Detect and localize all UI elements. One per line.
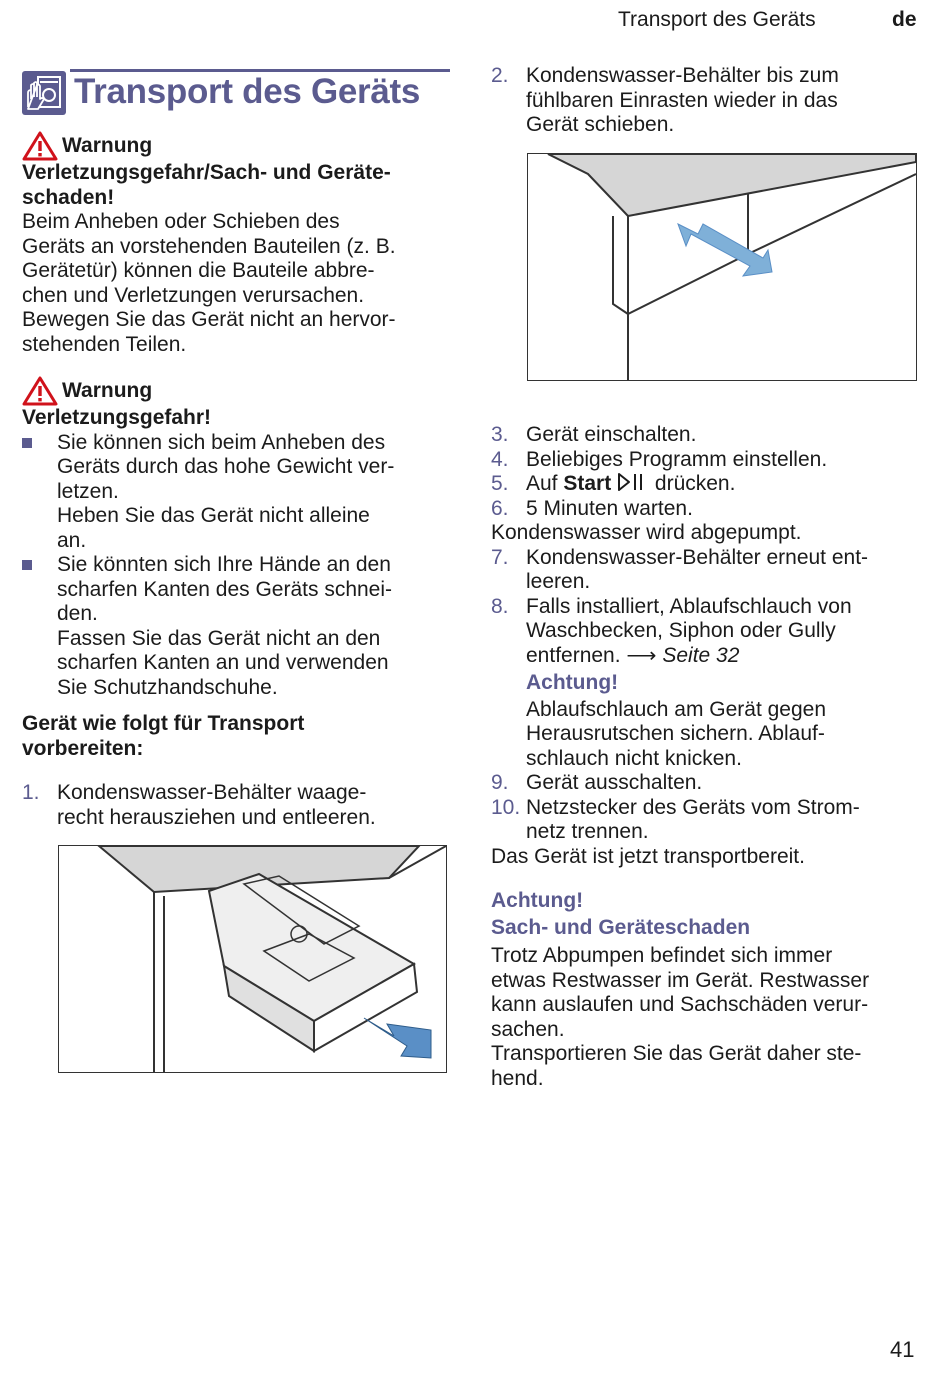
- text-line: Gerät schieben.: [526, 113, 675, 136]
- warning-block-2: [22, 376, 462, 700]
- step-5: [491, 472, 931, 497]
- step-10: [491, 796, 931, 845]
- text-line: leeren.: [526, 570, 591, 593]
- text-line: etwas Restwasser im Gerät. Restwasser: [491, 968, 870, 992]
- start-label: Start: [563, 472, 612, 495]
- text-line: sachen.: [491, 1017, 565, 1041]
- text-line: fühlbaren Einrasten wieder in das: [526, 88, 838, 112]
- final-result: Das Gerät ist jetzt transportbereit.: [491, 844, 805, 868]
- page-reference-link[interactable]: Seite 32: [662, 643, 740, 667]
- step-7: [491, 546, 931, 595]
- text-line: vorbereiten:: [22, 736, 144, 760]
- bullet-square: [22, 438, 32, 448]
- text-line: stehenden Teilen.: [22, 332, 187, 356]
- step-2: [491, 64, 931, 138]
- attention-label: Achtung!: [526, 671, 619, 694]
- warning-block-1: [22, 131, 462, 357]
- text-line: Geräts an vorstehenden Bauteilen (z. B.: [22, 234, 396, 258]
- warning-heading: Verletzungsgefahr/Sach- und Geräte-: [22, 161, 391, 184]
- step-6: [491, 497, 931, 522]
- bullet-item: [22, 553, 462, 700]
- warning-text: [22, 210, 462, 357]
- warning-heading: schaden!: [22, 185, 115, 209]
- figure-drawer-push-in: [527, 153, 917, 381]
- warning-label-row: [22, 376, 462, 406]
- figure-drawer-pull-out: [58, 845, 447, 1073]
- caution-heading: Sach- und Geräteschaden: [491, 915, 751, 939]
- text-line: Ablaufschlauch am Gerät gegen: [526, 697, 827, 721]
- section-title: Transport des Geräts: [74, 72, 421, 111]
- step-number: 6.: [491, 496, 509, 520]
- step-result: Kondenswasser wird abgepumpt.: [491, 521, 802, 544]
- transport-hand-icon: [22, 71, 66, 115]
- step-number: 2.: [491, 64, 509, 87]
- bullet-item: [22, 431, 462, 554]
- text-line: Heben Sie das Gerät nicht alleine: [57, 504, 370, 527]
- text-line: scharfen Kanten an und verwenden: [57, 651, 389, 674]
- step-number: 3.: [491, 423, 509, 446]
- text-line: 5 Minuten warten.: [526, 496, 693, 520]
- text-line: Netzstecker des Geräts vom Strom-: [526, 795, 860, 819]
- text-line: Gerätetür) können die Bauteile abbre-: [22, 259, 375, 282]
- text-line: Beim Anheben oder Schieben des: [22, 210, 340, 233]
- caution-block: [491, 889, 931, 1091]
- arrow-right-icon: ⟶: [626, 643, 657, 667]
- text-line: [526, 644, 931, 669]
- step-8: [491, 595, 931, 772]
- text-line: Kondenswasser-Behälter waage-: [57, 781, 367, 804]
- text-fragment: drücken.: [649, 472, 736, 495]
- step-9: [491, 771, 931, 796]
- step-3: [491, 423, 931, 448]
- text-fragment: entfernen.: [526, 643, 627, 667]
- text-line: hend.: [491, 1066, 544, 1090]
- step-4: [491, 448, 931, 473]
- text-line: scharfen Kanten des Geräts schnei-: [57, 577, 393, 601]
- text-line: Bewegen Sie das Gerät nicht an hervor-: [22, 308, 396, 331]
- text-line: Trotz Abpumpen befindet sich immer: [491, 944, 833, 967]
- text-line: Geräts durch das hohe Gewicht ver-: [57, 455, 395, 478]
- text-line: Gerät ausschalten.: [526, 771, 703, 794]
- step-number: 10.: [491, 795, 521, 819]
- text-line: Kondenswasser-Behälter bis zum: [526, 64, 839, 87]
- prep-heading: [22, 712, 462, 761]
- text-line: Sie könnten sich Ihre Hände an den: [57, 553, 391, 576]
- text-line: Waschbecken, Siphon oder Gully: [526, 619, 836, 642]
- start-pause-icon: [617, 472, 649, 492]
- caution-label: Achtung!: [491, 889, 584, 912]
- step-number: 5.: [491, 472, 509, 495]
- warning-heading: Verletzungsgefahr!: [22, 406, 212, 429]
- page-number: 41: [890, 1337, 915, 1362]
- text-line: chen und Verletzungen verursachen.: [22, 283, 365, 307]
- text-line: Kondenswasser-Behälter erneut ent-: [526, 545, 869, 569]
- bullet-square: [22, 560, 32, 570]
- text-line: [526, 472, 931, 497]
- text-line: den.: [57, 602, 98, 625]
- text-line: netz trennen.: [526, 820, 649, 843]
- step-number: 1.: [22, 781, 40, 804]
- step-number: 9.: [491, 771, 509, 794]
- steps-3-10: [491, 423, 931, 869]
- language-code: de: [892, 8, 917, 31]
- warning-label: Warnung: [62, 133, 153, 157]
- text-line: schlauch nicht knicken.: [526, 746, 742, 770]
- running-header-title: Transport des Geräts: [618, 8, 816, 31]
- step-number: 4.: [491, 447, 509, 471]
- warning-label: Warnung: [62, 378, 153, 402]
- step-number: 8.: [491, 594, 509, 618]
- step-1: [22, 781, 462, 830]
- text-line: Falls installiert, Ablaufschlauch von: [526, 594, 852, 618]
- text-line: Fassen Sie das Gerät nicht an den: [57, 626, 381, 650]
- text-line: Sie können sich beim Anheben des: [57, 430, 386, 454]
- text-line: kann auslaufen und Sachschäden verur-: [491, 993, 869, 1016]
- text-line: Beliebiges Programm einstellen.: [526, 447, 828, 471]
- text-line: Herausrutschen sichern. Ablauf-: [526, 722, 825, 745]
- text-line: Gerät wie folgt für Transport: [22, 712, 305, 735]
- warning-label-row: [22, 131, 462, 161]
- text-line: an.: [57, 528, 87, 552]
- text-line: Sie Schutzhandschuhe.: [57, 675, 278, 699]
- text-line: Gerät einschalten.: [526, 423, 697, 446]
- step-number: 7.: [491, 545, 509, 569]
- warning-triangle-icon: [22, 131, 58, 161]
- text-line: recht herausziehen und entleeren.: [57, 805, 376, 829]
- text-fragment: Auf: [526, 472, 564, 495]
- text-line: letzen.: [57, 479, 119, 503]
- warning-triangle-icon: [22, 376, 58, 406]
- text-line: Transportieren Sie das Gerät daher ste-: [491, 1042, 862, 1065]
